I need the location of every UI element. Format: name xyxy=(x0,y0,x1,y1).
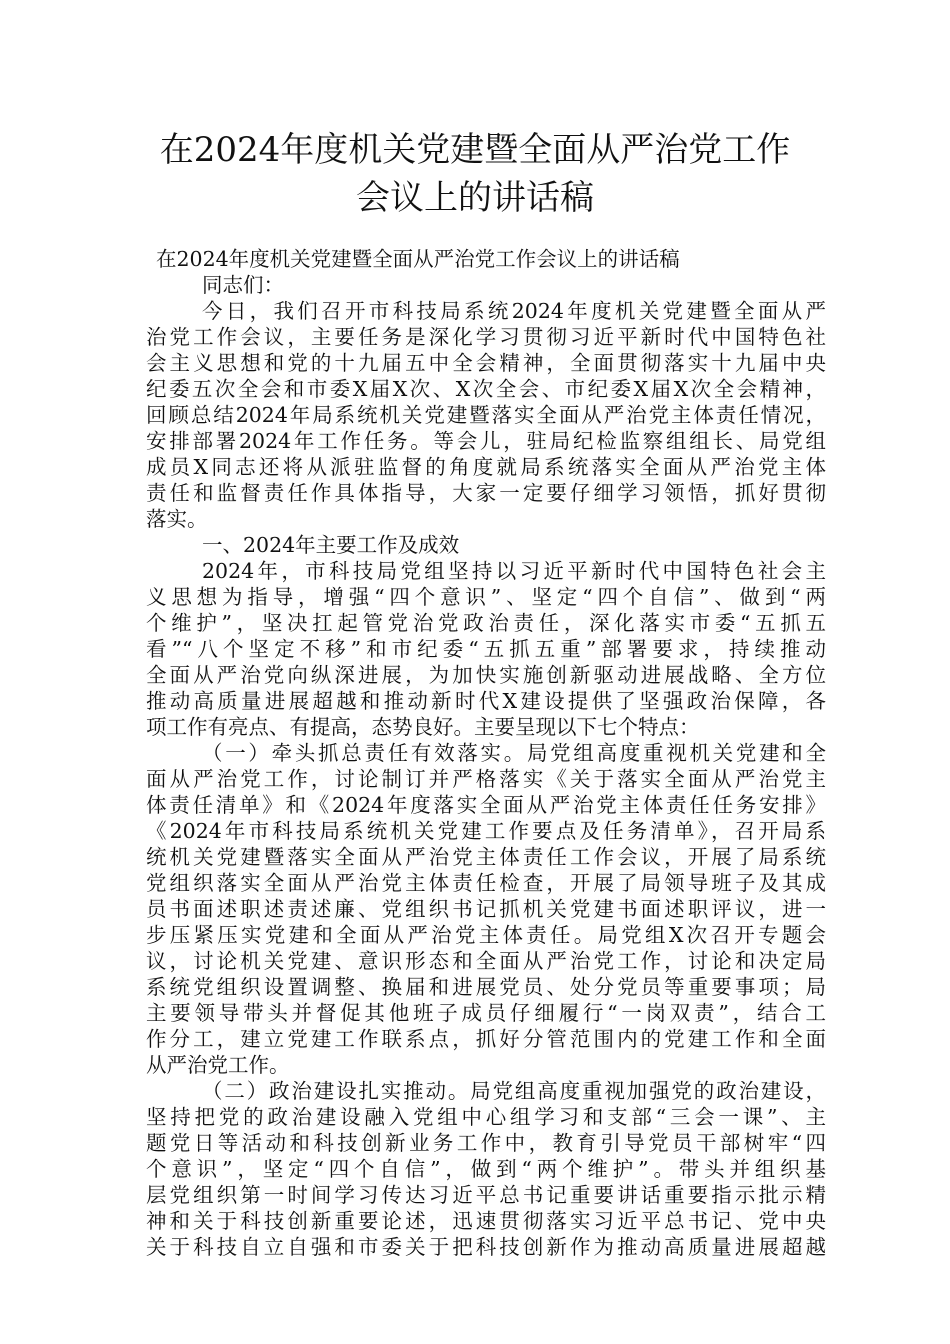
paragraph-line: 会主义思想和党的十九届五中全会精神，全面贯彻落实十九届中央 xyxy=(146,351,826,375)
paragraph-line: 主要领导带头并督促其他班子成员仔细履行“一岗双责”，结合工 xyxy=(146,1001,826,1025)
paragraph-line: 2024年，市科技局党组坚持以习近平新时代中国特色社会主 xyxy=(202,559,826,583)
paragraph-line: 今日，我们召开市科技局系统2024年度机关党建暨全面从严 xyxy=(202,299,826,323)
paragraph-line: 项工作有亮点、有提高，态势良好。主要呈现以下七个特点： xyxy=(146,715,700,739)
paragraph-line: 面从严治党工作，讨论制订并严格落实《关于落实全面从严治党主 xyxy=(146,767,826,791)
paragraph-line: 步压紧压实党建和全面从严治党主体责任。局党组X次召开专题会 xyxy=(146,923,826,947)
title-line-1: 在2024年度机关党建暨全面从严治党工作 xyxy=(159,130,791,170)
paragraph-line: 成员X同志还将从派驻监督的角度就局系统落实全面从严治党主体 xyxy=(146,455,826,479)
title-line-2: 会议上的讲话稿 xyxy=(356,178,594,218)
paragraph-line: 关于科技自立自强和市委关于把科技创新作为推动高质量进展超越 xyxy=(146,1235,826,1259)
document-body xyxy=(146,246,826,1260)
paragraph-line: 神和关于科技创新重要论述，迅速贯彻落实习近平总书记、党中央 xyxy=(146,1209,826,1233)
paragraph-line: 党组织落实全面从严治党主体责任检查，开展了局领导班子及其成 xyxy=(146,871,826,895)
paragraph-line: 层党组织第一时间学习传达习近平总书记重要讲话重要指示批示精 xyxy=(146,1183,826,1207)
paragraph-line: 员书面述职述责述廉、党组织书记抓机关党建书面述职评议，进一 xyxy=(146,897,826,921)
subtitle: 在2024年度机关党建暨全面从严治党工作会议上的讲话稿 xyxy=(156,247,680,271)
paragraph-line: 义思想为指导，增强“四个意识”、坚定“四个自信”、做到“两 xyxy=(146,585,826,609)
paragraph-line: （一）牵头抓总责任有效落实。局党组高度重视机关党建和全 xyxy=(202,741,826,765)
paragraph-line: 个维护”，坚决扛起管党治党政治责任，深化落实市委“五抓五 xyxy=(146,611,826,635)
paragraph-line: （二）政治建设扎实推动。局党组高度重视加强党的政治建设， xyxy=(202,1079,826,1103)
paragraph-line: 治党工作会议，主要任务是深化学习贯彻习近平新时代中国特色社 xyxy=(146,325,826,349)
paragraph-line: 看”“八个坚定不移”和市纪委“五抓五重”部署要求，持续推动 xyxy=(146,637,826,661)
paragraph-line: 个意识”，坚定“四个自信”，做到“两个维护”。带头并组织基 xyxy=(146,1157,826,1181)
paragraph-line: 体责任清单》和《2024年度落实全面从严治党主体责任任务安排》 xyxy=(146,793,826,817)
paragraph-line: 系统党组织设置调整、换届和进展党员、处分党员等重要事项；局 xyxy=(146,975,826,999)
paragraph-line: 推动高质量进展超越和推动新时代X建设提供了坚强政治保障，各 xyxy=(146,689,826,713)
paragraph-line: 责任和监督责任作具体指导，大家一定要仔细学习领悟，抓好贯彻 xyxy=(146,481,826,505)
document-title xyxy=(120,126,830,222)
paragraph-line: 题党日等活动和科技创新业务工作中，教育引导党员干部树牢“四 xyxy=(146,1131,826,1155)
paragraph-line: 从严治党工作。 xyxy=(146,1053,290,1077)
paragraph-line: 纪委五次全会和市委X届X次、X次全会、市纪委X届X次全会精神， xyxy=(146,377,826,401)
paragraph-line: 安排部署2024年工作任务。等会儿，驻局纪检监察组组长、局党组 xyxy=(146,429,826,453)
greeting: 同志们： xyxy=(202,273,284,297)
paragraph-line: 作分工，建立党建工作联系点，抓好分管范围内的党建工作和全面 xyxy=(146,1027,826,1051)
paragraph-line: 全面从严治党向纵深进展，为加快实施创新驱动进展战略、全方位 xyxy=(146,663,826,687)
paragraph-line: 落实。 xyxy=(146,507,208,531)
paragraph-line: 回顾总结2024年局系统机关党建暨落实全面从严治党主体责任情况， xyxy=(146,403,826,427)
paragraph-line: 统机关党建暨落实全面从严治党主体责任工作会议，开展了局系统 xyxy=(146,845,826,869)
paragraph-line: 坚持把党的政治建设融入党组中心组学习和支部“三会一课”、主 xyxy=(146,1105,826,1129)
paragraph-line: 《2024年市科技局系统机关党建工作要点及任务清单》，召开局系 xyxy=(146,819,826,843)
paragraph-line: 议，讨论机关党建、意识形态和全面从严治党工作，讨论和决定局 xyxy=(146,949,826,973)
section-heading: 一、2024年主要工作及成效 xyxy=(202,533,460,557)
